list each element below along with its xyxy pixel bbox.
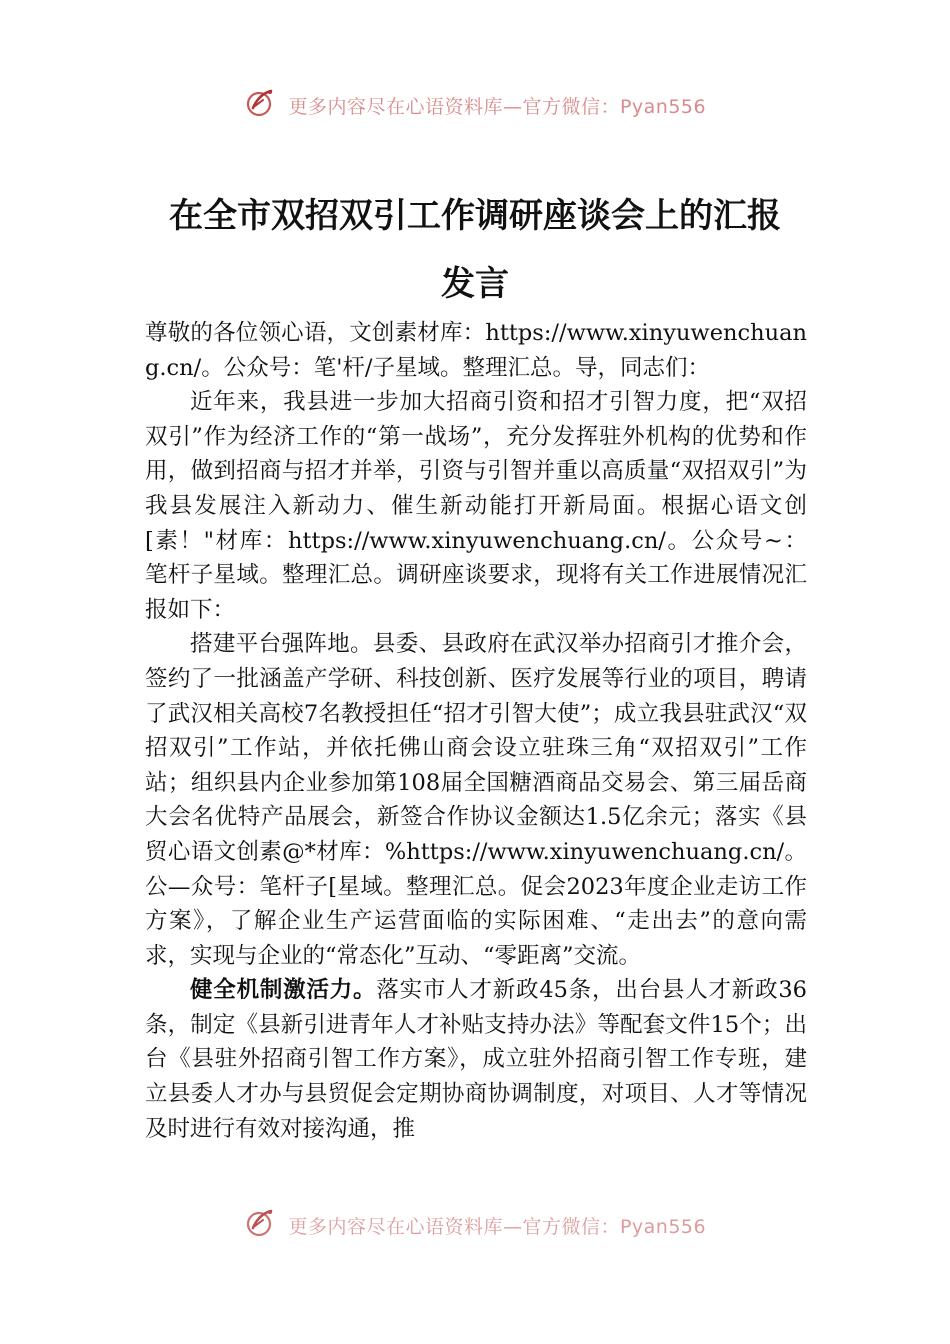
paragraph-greeting [145, 316, 807, 385]
watermark-logo-icon [244, 86, 278, 125]
intro-text: 近年来，我县进一步加大招商引资和招才引智力度，把“双招双引”作为经济工作的“第一战场”，充分发挥驻外机构的优势和作用，做到招商与招才并举，引资与引智并重以高质量“双招双引”为我县发展注入新动力、催生新动能打开新局面。根据心语文创[素！"材库：https://www.xinyuwenchuang.cn/。公众号~：笔杆子星域。整理汇总。调研座谈要求，现将有关工作进展情况汇报如下： [145, 389, 807, 623]
watermark-logo-icon-footer [244, 1206, 278, 1245]
watermark-footer-text: 更多内容尽在心语资料库—官方微信：Pyan556 [288, 1216, 707, 1238]
document-title-line-1: 在全市双招双引工作调研座谈会上的汇报 [169, 196, 781, 236]
paragraph-platform [145, 627, 807, 973]
document-title-line-2: 发言 [441, 264, 509, 304]
platform-text: 搭建平台强阵地。县委、县政府在武汉举办招商引才推介会，签约了一批涵盖产学研、科技创新、医疗发展等行业的项目，聘请了武汉相关高校7名教授担任“招才引智大使”；成立我县驻武汉“双招双引”工作站，并依托佛山商会设立驻珠三角“双招双引”工作站；组织县内企业参加第108届全国糖酒商品交易会、第三届岳商大会名优特产品展会，新签合作协议金额达1.5亿余元；落实《县贸心语文创素@*材库：%https://www.xinyuwenchuang.cn/。公—众号：笔杆子[星域。整理汇总。促会2023年度企业走访工作方案》，了解企业生产运营面临的实际困难、“走出去”的意向需求，实现与企业的“常态化”互动、“零距离”交流。 [145, 631, 807, 969]
watermark-header [0, 86, 950, 125]
mechanism-heading: 健全机制激活力。 [190, 977, 377, 1004]
paragraph-intro [145, 385, 807, 627]
document-body [145, 316, 807, 1146]
watermark-footer [0, 1206, 950, 1245]
greeting-text: 尊敬的各位领心语，文创素材库：https://www.xinyuwenchuang.cn/。公众号：笔'杆/子星域。整理汇总。导，同志们： [145, 320, 807, 381]
paragraph-mechanism [145, 973, 807, 1146]
watermark-text: 更多内容尽在心语资料库—官方微信：Pyan556 [288, 96, 707, 118]
mechanism-text: 落实市人才新政45条，出台县人才新政36条，制定《县新引进青年人才补贴支持办法》等配套文件15个；出台《县驻外招商引智工作方案》，成立驻外招商引智工作专班，建立县委人才办与县贸促会定期协商协调制度，对项目、人才等情况及时进行有效对接沟通，推 [145, 977, 807, 1142]
